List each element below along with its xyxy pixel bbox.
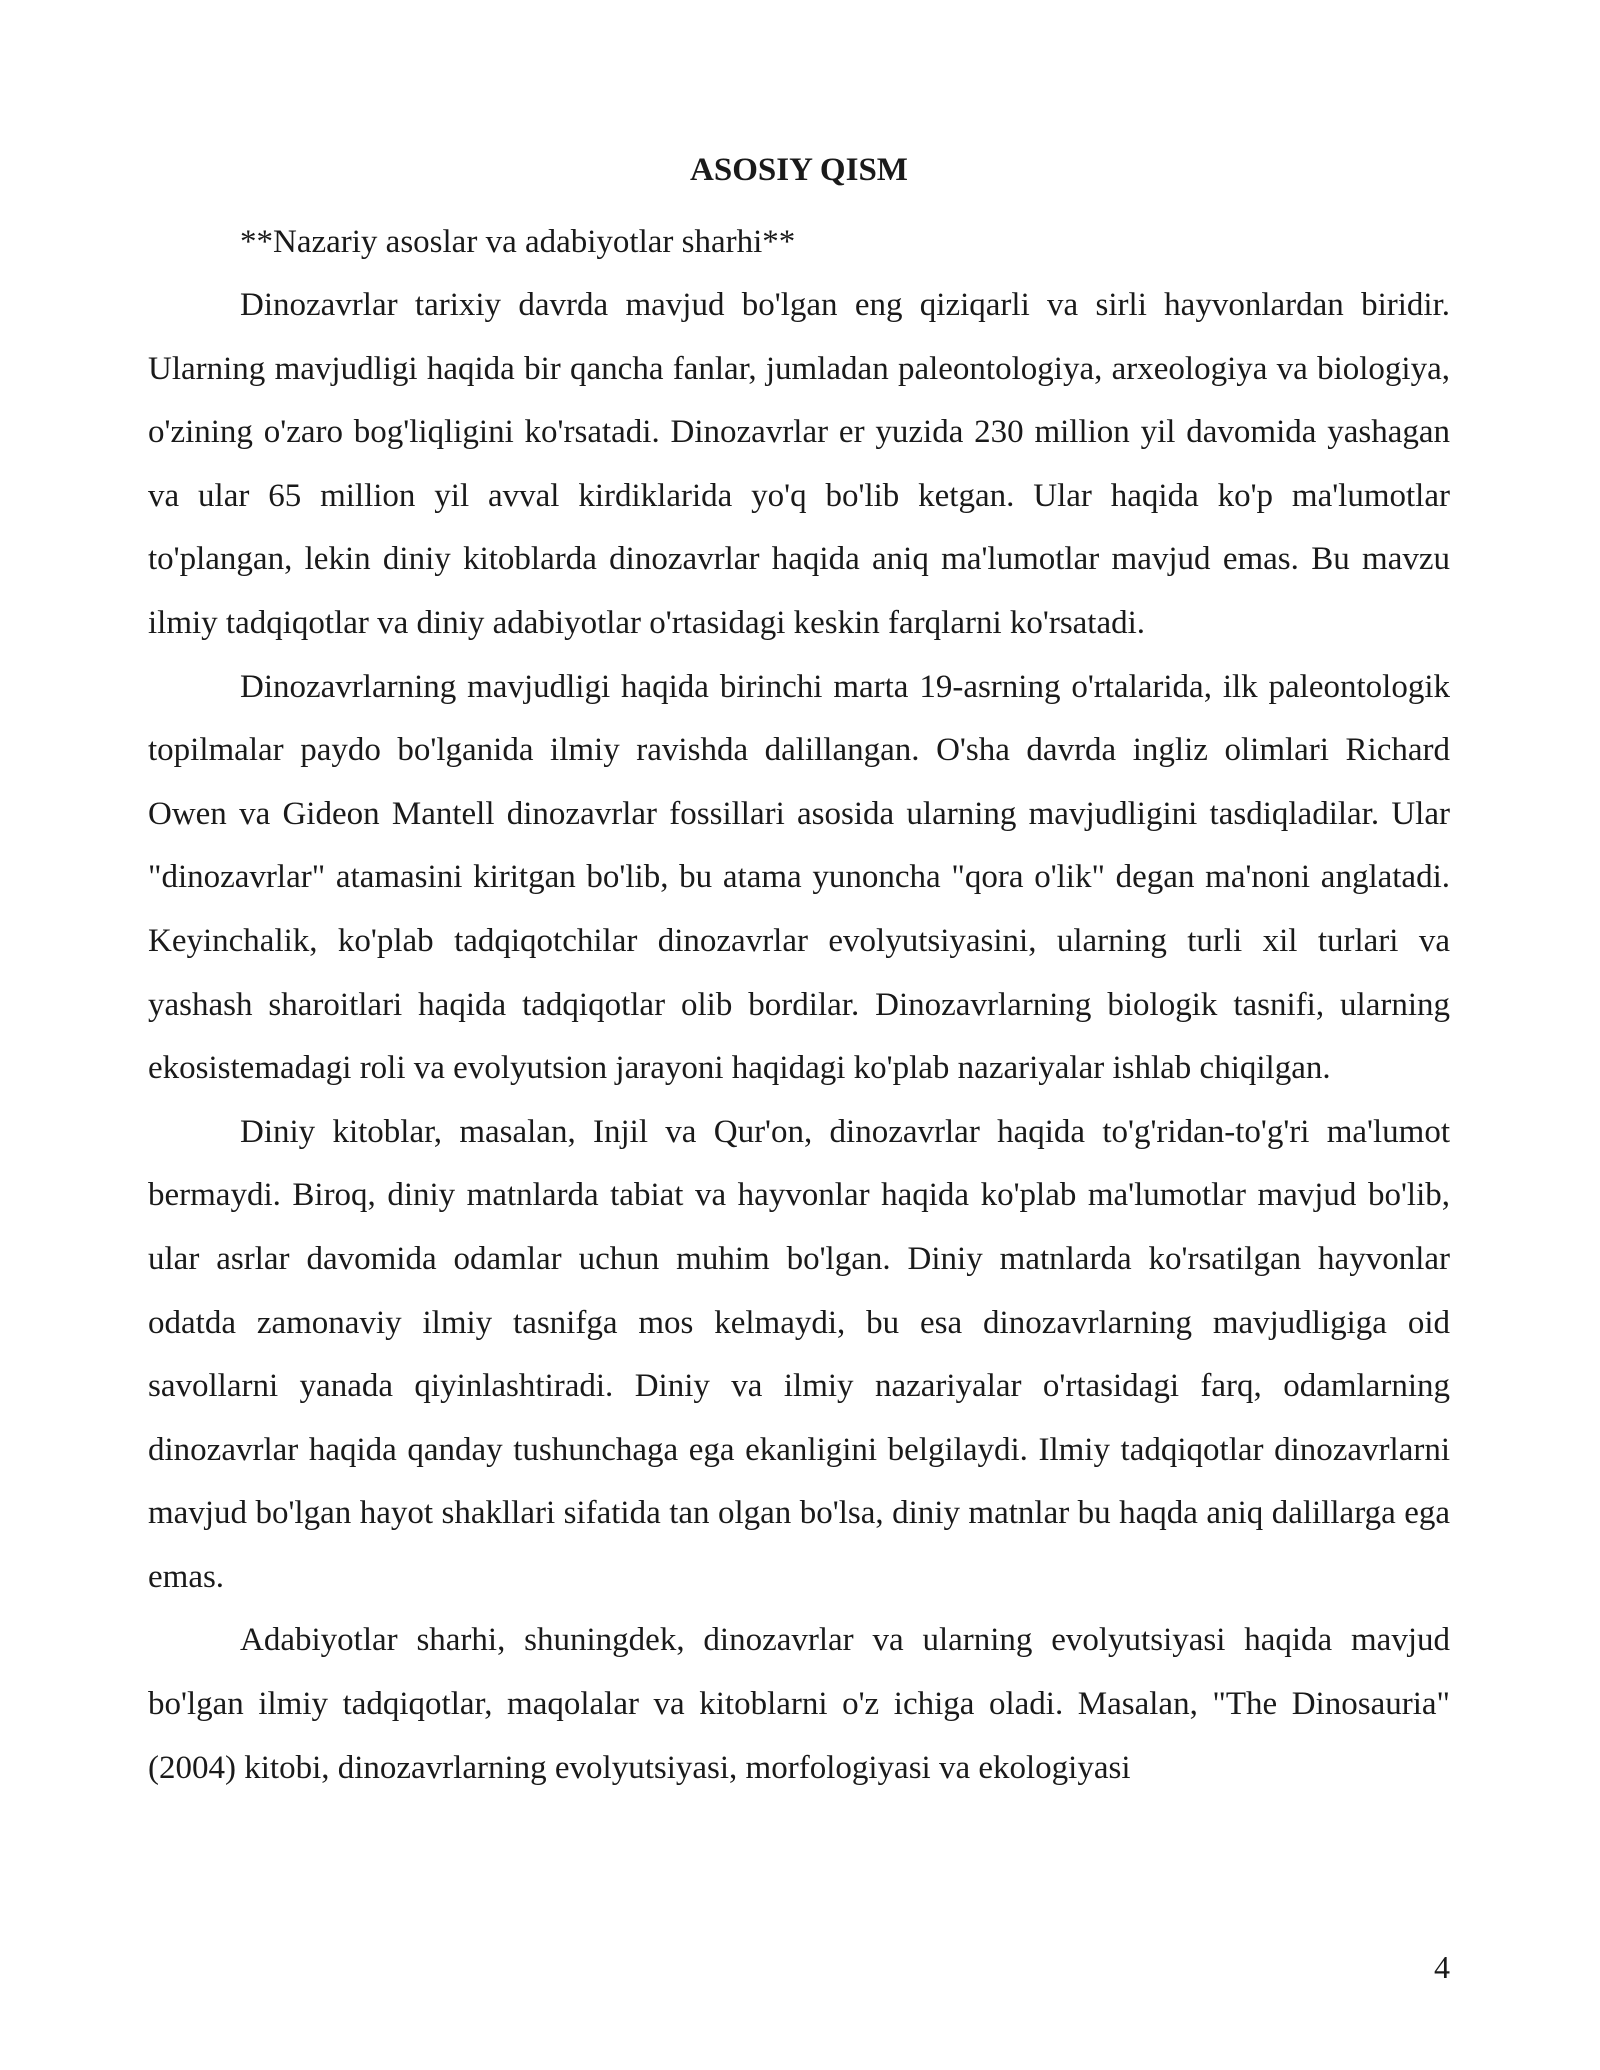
section-subheading: **Nazariy asoslar va adabiyotlar sharhi**: [240, 224, 796, 260]
document-page: [148, 150, 1450, 1800]
page-number: 4: [1434, 1949, 1450, 1985]
section-title: ASOSIY QISM: [690, 152, 908, 188]
paragraph-2: Dinozavrlarning mavjudligi haqida birinchi marta 19-asrning o'rtalarida, ilk paleontologik topilmalar paydo bo'lganida ilmiy ravishda dalillangan. O'sha davrda ingliz olimlari Richard Owen va Gideon Mantell dinozavrlar fossillari asosida ularning mavjudligini tasdiqladilar. Ular "dinozavrlar" atamasini kiritgan bo'lib, bu atama yunoncha "qora o'lik" degan ma'noni anglatadi. Keyinchalik, ko'plab tadqiqotchilar dinozavrlar evolyutsiyasini, ularning turli xil turlari va yashash sharoitlari haqida tadqiqotlar olib bordilar. Dinozavrlarning biologik tasnifi, ularning ekosistemadagi roli va evolyutsion jarayoni haqidagi ko'plab nazariyalar ishlab chiqilgan.: [148, 668, 1450, 1087]
paragraph-4: Adabiyotlar sharhi, shuningdek, dinozavrlar va ularning evolyutsiyasi haqida mavjud bo'lgan ilmiy tadqiqotlar, maqolalar va kitoblarni o'z ichiga oladi. Masalan, "The Dinosauria" (2004) kitobi, dinozavrlarning evolyutsiyasi, morfologiyasi va ekologiyasi: [148, 1622, 1450, 1786]
paragraph-3: Diniy kitoblar, masalan, Injil va Qur'on, dinozavrlar haqida to'g'ridan-to'g'ri ma'lumot bermaydi. Biroq, diniy matnlarda tabiat va hayvonlar haqida ko'plab ma'lumotlar mavjud bo'lib, ular asrlar davomida odamlar uchun muhim bo'lgan. Diniy matnlarda ko'rsatilgan hayvonlar odatda zamonaviy ilmiy tasnifga mos kelmaydi, bu esa dinozavrlarning mavjudligiga oid savollarni yanada qiyinlashtiradi. Diniy va ilmiy nazariyalar o'rtasidagi farq, odamlarning dinozavrlar haqida qanday tushunchaga ega ekanligini belgilaydi. Ilmiy tadqiqotlar dinozavrlarni mavjud bo'lgan hayot shakllari sifatida tan olgan bo'lsa, diniy matnlar bu haqda aniq dalillarga ega emas.: [148, 1113, 1450, 1595]
paragraph-1: Dinozavrlar tarixiy davrda mavjud bo'lgan eng qiziqarli va sirli hayvonlardan biridir. Ularning mavjudligi haqida bir qancha fanlar, jumladan paleontologiya, arxeologiya va biologiya, o'zining o'zaro bog'liqligini ko'rsatadi. Dinozavrlar er yuzida 230 million yil davomida yashagan va ular 65 million yil avval kirdiklarida yo'q bo'lib ketgan. Ular haqida ko'p ma'lumotlar to'plangan, lekin diniy kitoblarda dinozavrlar haqida aniq ma'lumotlar mavjud emas. Bu mavzu ilmiy tadqiqotlar va diniy adabiyotlar o'rtasidagi keskin farqlarni ko'rsatadi.: [148, 287, 1450, 641]
